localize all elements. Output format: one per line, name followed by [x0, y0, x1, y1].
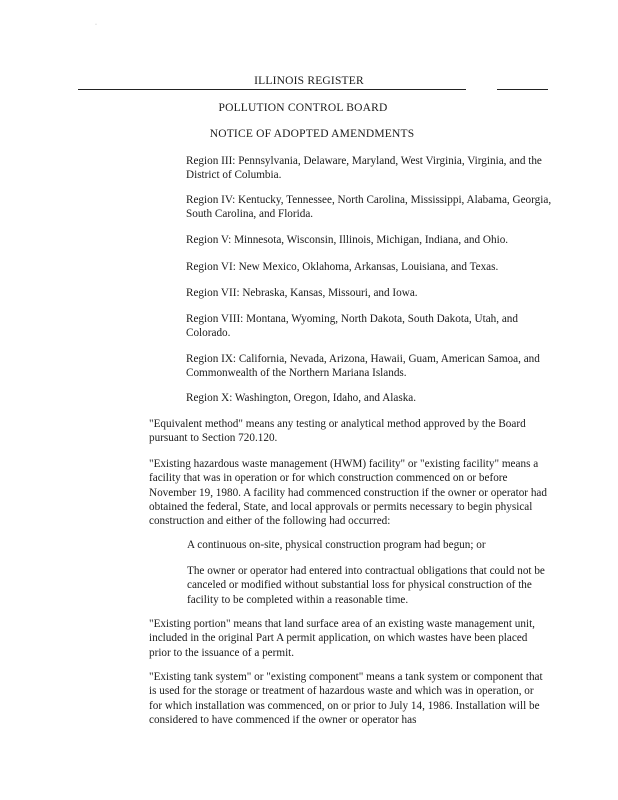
definition-existing-facility-item-a: A continuous on-site, physical construction program had begun; or: [187, 539, 486, 551]
board-title: POLLUTION CONTROL BOARD: [218, 102, 388, 114]
region-iv: Region IV: Kentucky, Tennessee, North Carolina, Mississippi, Alabama, Georgia, South Carolina, and Florida.: [186, 194, 552, 221]
region-vii: Region VII: Nebraska, Kansas, Missouri, and Iowa.: [186, 287, 418, 299]
page-mark: ·: [95, 22, 97, 28]
definition-existing-tank-system: "Existing tank system" or "existing component" means a tank system or component that is used for the storage or treatment of hazardous waste and which was in operation, or for which installation was commenced, on or prior to July 14, 1986. Installation will be considered to have commenced if the owner or operator has: [149, 671, 543, 726]
definition-equivalent-method: "Equivalent method" means any testing or analytical method approved by the Board pursuant to Section 720.120.: [149, 418, 526, 445]
region-viii: Region VIII: Montana, Wyoming, North Dakota, South Dakota, Utah, and Colorado.: [186, 313, 518, 340]
notice-title: NOTICE OF ADOPTED AMENDMENTS: [209, 128, 415, 140]
region-vi: Region VI: New Mexico, Oklahoma, Arkansas, Louisiana, and Texas.: [186, 261, 499, 273]
definition-existing-facility-item-b: The owner or operator had entered into contractual obligations that could not be canceled or modified without substantial loss for physical construction of the facility to be completed within a reasonable time.: [187, 565, 545, 606]
region-x: Region X: Washington, Oregon, Idaho, and Alaska.: [186, 392, 417, 404]
region-iii: Region III: Pennsylvania, Delaware, Maryland, West Virginia, Virginia, and the District of Columbia.: [186, 155, 542, 182]
header-rule-right: [497, 89, 548, 90]
definition-existing-portion: "Existing portion" means that land surface area of an existing waste management unit, included in the original Part A permit application, on which wastes have been placed prior to the issuance of a permit.: [149, 618, 535, 659]
header-rule-left: [78, 89, 466, 90]
register-title: ILLINOIS REGISTER: [254, 75, 364, 87]
region-ix: Region IX: California, Nevada, Arizona, Hawaii, Guam, American Samoa, and Commonwealth of the Northern Mariana Islands.: [186, 353, 540, 380]
region-v: Region V: Minnesota, Wisconsin, Illinois, Michigan, Indiana, and Ohio.: [186, 234, 509, 246]
definition-existing-facility: "Existing hazardous waste management (HWM) facility" or "existing facility" means a facility that was in operation or for which construction commenced on or before November 19, 1980. A facility had commenced construction if the owner or operator had obtained the federal, State, and local approvals or permits necessary to begin physical construction and either of the following had occurred:: [149, 458, 547, 528]
